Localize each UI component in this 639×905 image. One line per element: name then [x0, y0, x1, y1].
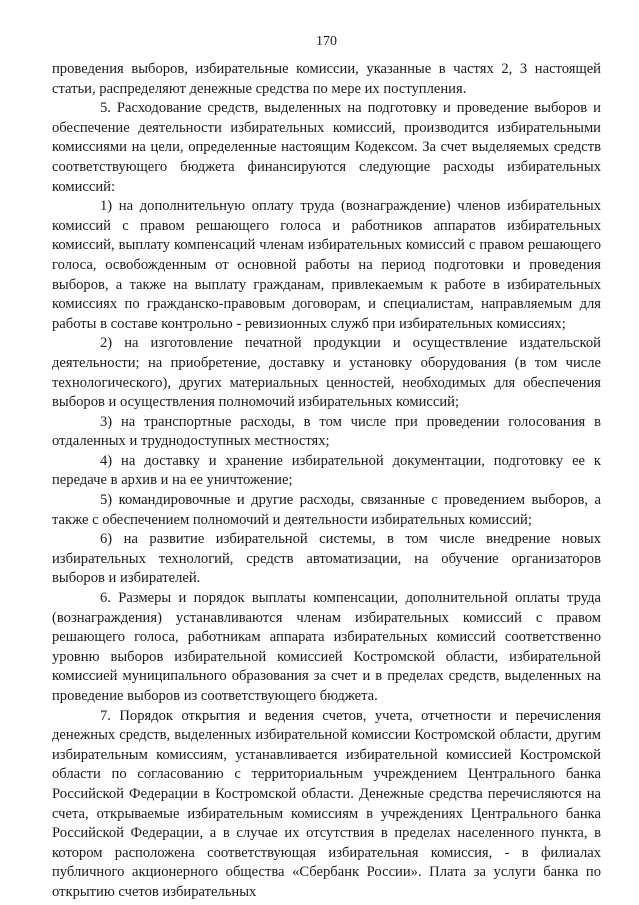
paragraph-item-6: 6. Размеры и порядок выплаты компенсации, дополнительной оплаты труда (вознаграждения) устанавливаются членам избирательных комиссий с правом решающего голоса, работникам аппарата избирательных комиссий соответственно уровню выборов избирательной комиссией Костромской области, избирательной комиссией муниципального образования за счет и в пределах средств, выделенных на проведение выборов из соответствующего бюджета. — [52, 590, 601, 704]
subitem-5: 5) командировочные и другие расходы, связанные с проведением выборов, а также с обеспечением полномочий и деятельности избирательных комиссий; — [52, 492, 601, 528]
document-body — [52, 60, 601, 903]
paragraph-item-7: 7. Порядок открытия и ведения счетов, учета, отчетности и перечисления денежных средств, выделенных избирательной комиссии Костромской области, другим избирательным комиссиям, устанавливается избирательной комиссией Костромской области по согласованию с территориальным учреждением Центрального банка Российской Федерации в Костромской области. Денежные средства перечисляются на счета, открываемые избирательным комиссиям в учреждениях Центрального банка Российской Федерации, а в случае их отсутствия в пределах населенного пункта, в котором расположена соответствующая избирательная комиссия, - в филиалах публичного акционерного общества «Сбербанк России». Плата за услуги банка по открытию счетов избирательных — [52, 707, 601, 900]
subitem-2: 2) на изготовление печатной продукции и осуществление издательской деятельности; на приобретение, доставку и установку оборудования (в том числе технологического), других материальных ценностей, необходимых для обеспечения выборов и осуществления полномочий избирательных комиссий; — [52, 335, 601, 411]
page-number: 170 — [316, 34, 337, 49]
paragraph-item-5: 5. Расходование средств, выделенных на подготовку и проведение выборов и обеспечение деятельности избирательных комиссий, производится избирательными комиссиями на цели, определенные настоящим Кодексом. За счет выделяемых средств соответствующего бюджета финансируются следующие расходы избирательных комиссий: — [52, 100, 601, 195]
subitem-1: 1) на дополнительную оплату труда (вознаграждение) членов избирательных комиссий с правом решающего голоса и работников аппаратов избирательных комиссий, выплату компенсаций членам избирательных комиссий с правом решающего голоса, освобожденным от основной работы на период подготовки и проведения выборов, а также на выплату гражданам, привлекаемым к работе в избирательных комиссиях по гражданско-правовым договорам, и специалистам, направляемым для работы в составе контрольно - ревизионных служб при избирательных комиссиях; — [52, 198, 601, 332]
paragraph-continuation: проведения выборов, избирательные комиссии, указанные в частях 2, 3 настоящей статьи, распределяют денежные средства по мере их поступления. — [52, 61, 601, 97]
subitem-6: 6) на развитие избирательной системы, в том числе внедрение новых избирательных технологий, средств автоматизации, на обучение организаторов выборов и избирателей. — [52, 531, 601, 587]
subitem-4: 4) на доставку и хранение избирательной документации, подготовку ее к передаче в архив и на ее уничтожение; — [52, 452, 601, 489]
subitem-3: 3) на транспортные расходы, в том числе при проведении голосования в отдаленных и труднодоступных местностях; — [52, 413, 601, 450]
